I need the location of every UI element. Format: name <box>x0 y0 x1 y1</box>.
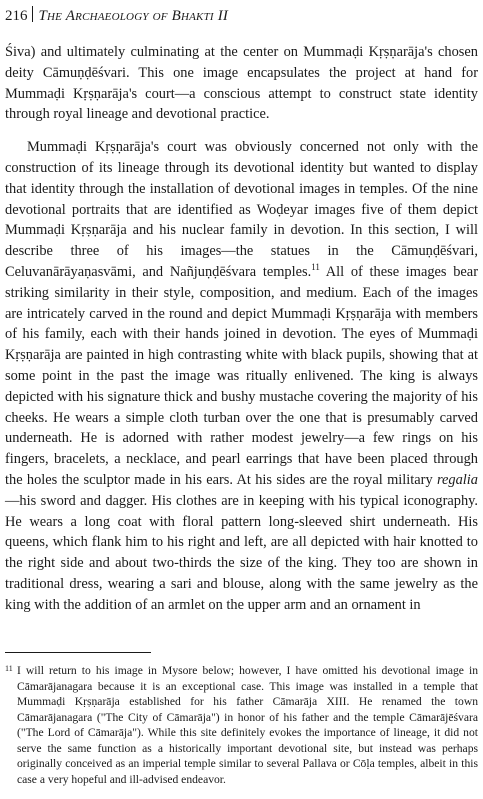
running-title: The Archaeology of Bhakti II <box>38 8 229 24</box>
footnote-text: I will return to his image in Mysore below; however, I have omitted his devotional image in Cāmarājanagara because it is an exceptional case. This image was installed in a temple that Mummaḍi Kṛṣṇarāja established for his father Cāmarāja XIII. He renamed the town Cāmarājanagara ("The City of Cāmarāja") in honor of his father and the temple Cāmarājēśvara ("The Lord of Cāmarāja"). While this site definitely evokes the importance of lineage, it did not serve the same function as a historically important devotional site, but instead was perhaps originally conceived as an imperial temple similar to several Pallava or Cōḷa temples, albeit in this case a very hopeful and ill-advised endeavor. <box>17 664 478 786</box>
paragraph-2 <box>5 137 478 615</box>
footnote-reference-11[interactable]: 11 <box>311 262 320 273</box>
footnote-number: 11 <box>5 664 13 673</box>
footnote-11 <box>5 663 478 787</box>
running-header <box>5 4 475 26</box>
paragraph-2-part-c: —his sword and dagger. His clothes are in keeping with his typical iconography. He wears a long coat with floral pattern long-sleeved shirt underneath. His queens, which flank him to his right and left, are all depicted with hair knotted to the right side and about two-thirds the size of the king. They too are shown in traditional dress, wearing a sari and blouse, along with the same jewelry as the king with the addition of an armlet on the upper arm and an ornament in <box>5 492 478 613</box>
body-text <box>5 42 478 616</box>
paragraph-2-part-b: All of these images bear striking similarity in their style, composition, and medium. Each of the images are intricately carved in the round and depict Mummaḍi Kṛṣṇarāja with members of his family, each with their hands joined in devotion. The eyes of Mummaḍi Kṛṣṇarāja are painted in high contrasting white with black pupils, showing that at some point in the past the image was ritually enlivened. The king is always depicted with his signature thick and bushy mustache covering the majority of his cheeks. He wears a simple cloth turban over the one that is presumably carved underneath. He is adorned with rather modest jewelry—a few rings on his fingers, bracelets, a necklace, and pearl earrings that have been placed through the holes the sculptor made in his ears. At his sides are the royal military <box>5 263 478 488</box>
footnote-rule <box>5 652 151 653</box>
paragraph-1: Śiva) and ultimately culminating at the center on Mummaḍi Kṛṣṇarāja's chosen deity Cāmuṇḍēśvari. This one image encapsulates the project at hand for Mummaḍi Kṛṣṇarāja's court—a conscious attempt to construct state identity through royal lineage and devotional practice. <box>5 44 478 123</box>
italic-regalia: regalia <box>436 471 478 488</box>
page-number: 216 <box>5 8 28 24</box>
header-divider <box>32 6 33 22</box>
paragraph-2-part-a: Mummaḍi Kṛṣṇarāja's court was obviously concerned not only with the construction of its lineage through its devotional identity but wanted to display that identity through the installation of devotional images in temples. Of the nine devotional portraits that are identified as Woḍeyar images five of them depict Mummaḍi Kṛṣṇarāja and his nuclear family in devotion. In this section, I will describe three of his images—the statues in the Cāmuṇḍēśvari, Celuvanārāyaṇasvāmi, and Nañjuṇḍēśvara temples. <box>5 139 478 280</box>
